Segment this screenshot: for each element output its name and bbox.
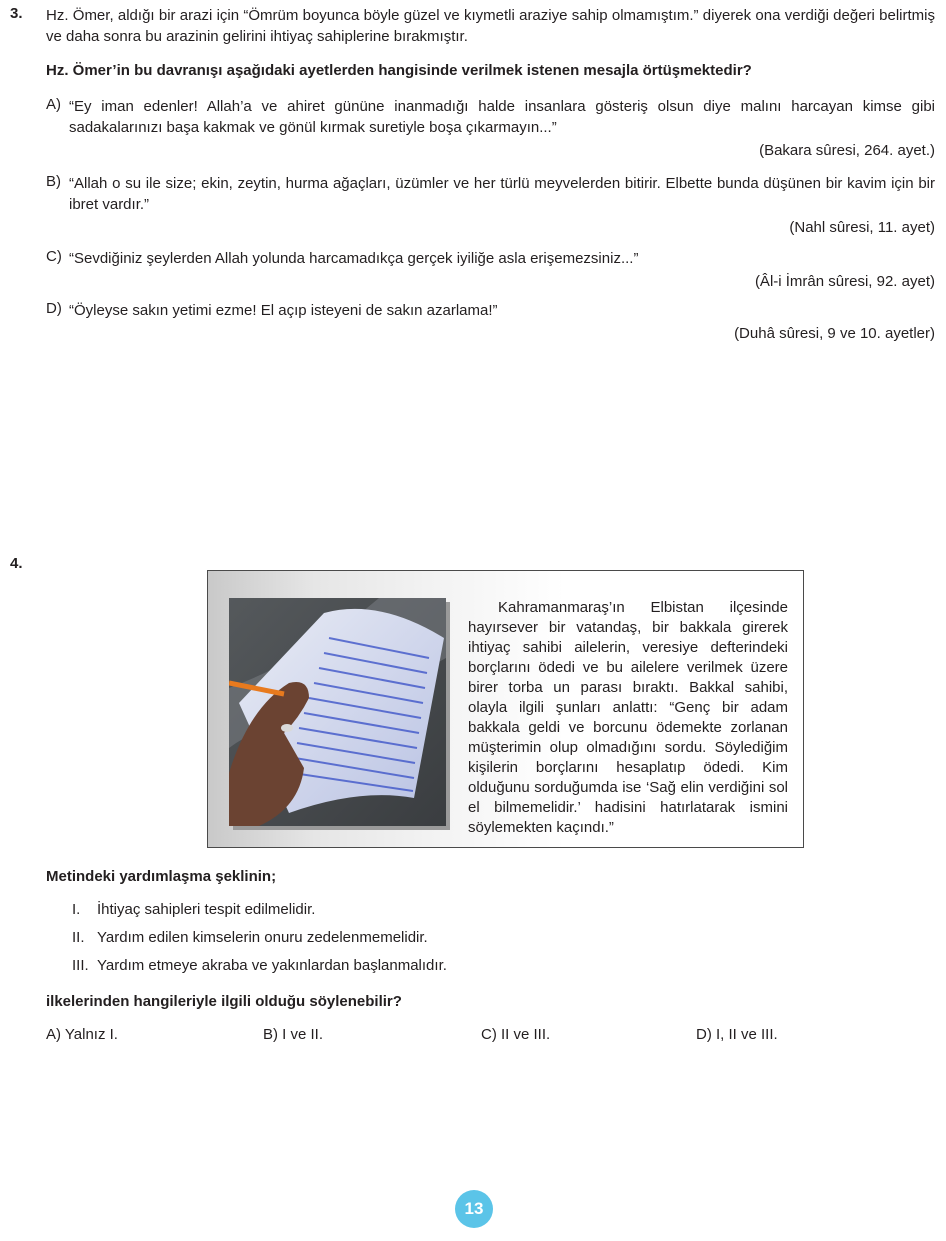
statement-text: İhtiyaç sahipleri tespit edilmelidir. [97, 901, 316, 918]
statement-text: Yardım etmeye akraba ve yakınlardan başlanmalıdır. [97, 957, 447, 974]
answer-b[interactable]: B) I ve II. [263, 1026, 324, 1043]
option-reference: (Duhâ sûresi, 9 ve 10. ayetler) [734, 325, 935, 342]
option-letter: A) [46, 96, 61, 113]
answer-c[interactable]: C) II ve III. [481, 1026, 551, 1043]
question-4-prompt: ilkelerinden hangileriyle ilgili olduğu söylenebilir? [46, 993, 402, 1010]
question-4-number: 4. [10, 555, 23, 572]
statement-number: I. [72, 901, 81, 918]
question-3-option-d[interactable] [46, 300, 935, 344]
statement-number: III. [72, 957, 89, 974]
question-3-option-a[interactable] [46, 96, 935, 161]
question-3-intro: Hz. Ömer, aldığı bir arazi için “Ömrüm boyunca böyle güzel ve kıymetli araziye sahip olmamıştım.” diyerek ona verdiği değeri belirtmiş ve daha sonra bu arazinin gelirini ihtiyaç sahiplerine bırakmıştır. [46, 7, 935, 45]
answer-d[interactable]: D) I, II ve III. [696, 1026, 778, 1043]
passage-text [468, 598, 788, 838]
question-4-lead: Metindeki yardımlaşma şeklinin; [46, 868, 277, 885]
option-reference: (Âl-i İmrân sûresi, 92. ayet) [754, 273, 935, 290]
statement-text: Yardım edilen kimselerin onuru zedelenmemelidir. [97, 929, 428, 946]
ledger-photo [229, 598, 446, 826]
option-letter: C) [46, 248, 62, 265]
option-text: “Öyleyse sakın yetimi ezme! El açıp isteyeni de sakın azarlama!” [69, 302, 498, 319]
answer-a[interactable]: A) Yalnız I. [46, 1026, 118, 1043]
option-letter: B) [46, 173, 61, 190]
option-reference: (Nahl sûresi, 11. ayet) [789, 219, 935, 236]
option-text: “Ey iman edenler! Allah’a ve ahiret gününe inanmadığı halde insanlara gösteriş olsun diye malını harcayan kimse gibi sadakalarınızı başa kakmak ve gönül kırmak suretiyle boşa çıkarmayın...” [69, 98, 935, 136]
passage-body: Kahramanmaraş’ın Elbistan ilçesinde hayırsever bir vatandaş, bir bakkala girerek ihtiyaç sahibi ailelerin, veresiye defterindeki borçlarını ödedi ve bu ailelere verilmek üzere birer torba un parası bıraktı. Bakkal sahibi, olayla ilgili şunları anlattı: “Genç bir adam bakkala geldi ve borcunu ödemekte zorlanan müşterimin olup olmadığını sordu. Söylediğim kişilerin borçlarını hesaplatıp ödedi. Kim olduğunu sorduğumda ise ‘Sağ elin verdiğini sol el bilmemelidir.’ hadisini hatırlatarak ismini söylemekten kaçındı.” [468, 599, 788, 836]
statement-number: II. [72, 929, 85, 946]
question-3-option-c[interactable] [46, 248, 935, 292]
question-3-prompt: Hz. Ömer’in bu davranışı aşağıdaki ayetlerden hangisinde verilmek istenen mesajla örtüşmektedir? [46, 62, 752, 79]
page-number-badge: 13 [455, 1190, 493, 1228]
question-3-number: 3. [10, 5, 23, 22]
option-reference: (Bakara sûresi, 264. ayet.) [759, 142, 935, 159]
question-3-option-b[interactable] [46, 173, 935, 238]
option-text: “Allah o su ile size; ekin, zeytin, hurma ağaçları, üzümler ve her türlü meyvelerden bitirir. Elbette bunda düşünen bir kavim için bir ibret vardır.” [69, 175, 935, 213]
option-letter: D) [46, 300, 62, 317]
option-text: “Sevdiğiniz şeylerden Allah yolunda harcamadıkça gerçek iyiliğe asla erişemezsiniz...” [69, 250, 639, 267]
